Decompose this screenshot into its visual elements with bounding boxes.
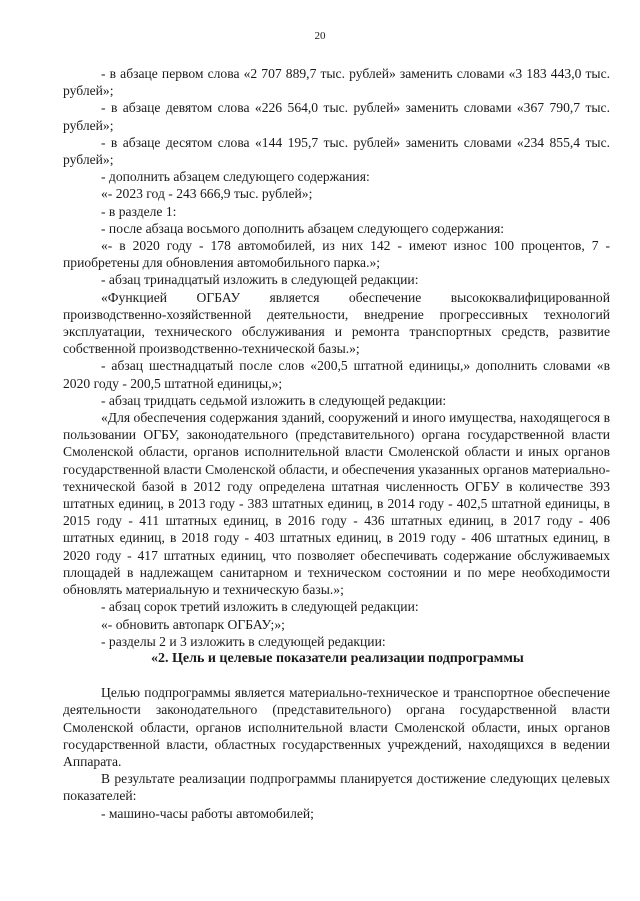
paragraph-9: - абзац тринадцатый изложить в следующей редакции: [101, 272, 419, 288]
paragraph-15: «- обновить автопарк ОГБАУ;»; [101, 616, 285, 632]
paragraph-8: «- в 2020 году - 178 автомобилей, из них 142 - имеют износ 100 процентов, 7 - приобретены для обновления автомобильного парка.»; [63, 238, 610, 271]
paragraph-16: - разделы 2 и 3 изложить в следующей редакции: [101, 633, 386, 649]
paragraph-indicator: - машино-часы работы автомобилей; [101, 805, 314, 821]
paragraph-13: «Для обеспечения содержания зданий, сооружений и иного имущества, находящегося в пользовании ОГБУ, законодательного (представительного) органа государственной власти Смоленской области, органов исполнительной власти Смоленской области и иных органов государственной власти Смоленской области, и обеспечения указанных органов материально-технической базой в 2012 году определена штатная численность ОГБУ в количестве 393 штатных единиц, в 2013 году - 383 штатных единиц, в 2014 году - 402,5 штатной единицы, в 2015 году - 411 штатных единиц, в 2016 году - 436 штатных единиц, в 2017 году - 406 штатных единиц, в 2018 году - 403 штатных единиц, в 2019 году - 406 штатных единиц, в 2020 году - 417 штатных единиц, что позволяет обеспечивать содержание обслуживаемых площадей в надлежащем санитарном и техническом состоянии и по мере необходимости обновлять материальную и техническую базы.»; [63, 410, 610, 598]
paragraph-12: - абзац тридцать седьмой изложить в следующей редакции: [101, 392, 447, 408]
paragraph-5: «- 2023 год - 243 666,9 тыс. рублей»; [101, 186, 313, 202]
paragraph-11: - абзац шестнадцатый после слов «200,5 штатной единицы,» дополнить словами «в 2020 году - 200,5 штатной единицы,»; [63, 358, 610, 391]
document-body [63, 65, 610, 822]
paragraph-goal: Целью подпрограммы является материально-техническое и транспортное обеспечение деятельности законодательного (представительного) органа государственной власти Смоленской области, органов исполнительной власти Смоленской области, иных органов государственной власти, областных государственных учреждений, находящихся в ведении Аппарата. [63, 685, 610, 769]
paragraph-7: - после абзаца восьмого дополнить абзацем следующего содержания: [101, 220, 504, 236]
section-heading: «2. Цель и целевые показатели реализации подпрограммы [151, 650, 524, 666]
paragraph-4: - дополнить абзацем следующего содержания: [101, 169, 370, 185]
page-number: 20 [314, 30, 326, 42]
paragraph-3: - в абзаце десятом слова «144 195,7 тыс. рублей» заменить словами «234 855,4 тыс. рублей»; [63, 134, 610, 168]
paragraph-1: - в абзаце первом слова «2 707 889,7 тыс. рублей» заменить словами «3 183 443,0 тыс. рублей»; [63, 66, 610, 99]
paragraph-result: В результате реализации подпрограммы планируется достижение следующих целевых показателей: [63, 771, 610, 804]
paragraph-10: «Функцией ОГБАУ является обеспечение высококвалифицированной производственно-хозяйственной деятельности, внедрение прогрессивных технологий эксплуатации, технического обслуживания и ремонта транспортных средств, развитие собственной производственно-технической базы.»; [63, 289, 610, 357]
paragraph-6: - в разделе 1: [101, 203, 177, 219]
paragraph-2: - в абзаце девятом слова «226 564,0 тыс. рублей» заменить словами «367 790,7 тыс. рублей»; [63, 100, 610, 133]
paragraph-14: - абзац сорок третий изложить в следующей редакции: [101, 599, 419, 615]
